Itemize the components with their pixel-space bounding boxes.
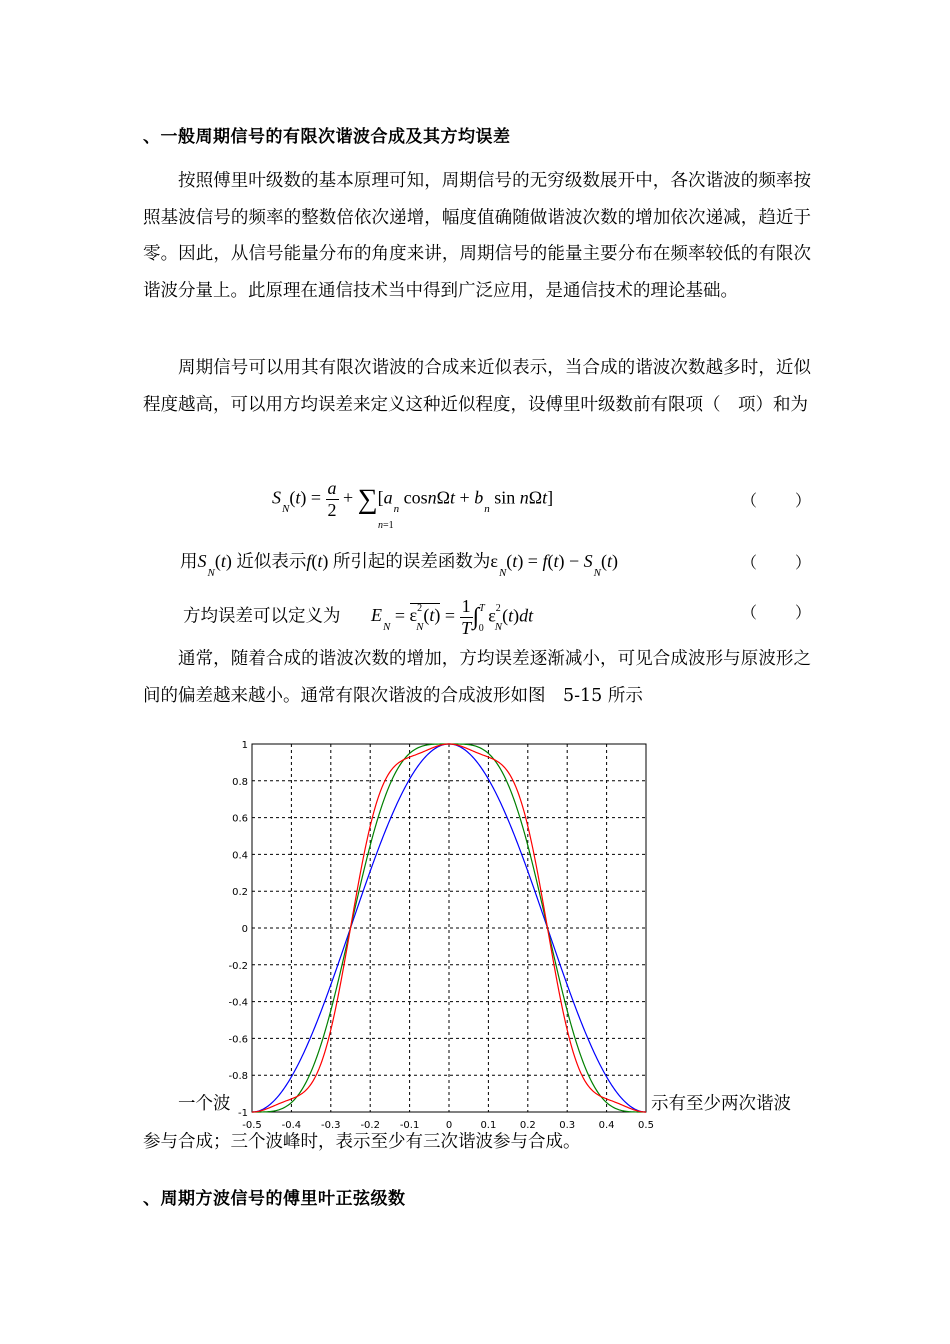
equation-2: 用$S_N(t)$ 近似表示f(t) 所引起的误差函数为$\varepsilon_N(t) = f(t) - S_N(t)$ <box>180 551 619 579</box>
x-tick-label: -0.4 <box>281 1120 302 1131</box>
y-tick-label: 0 <box>241 924 248 935</box>
y-tick-label: 0.6 <box>232 813 248 825</box>
x-tick-label: 0.5 <box>638 1120 654 1131</box>
harmonic-synthesis-chart <box>200 730 660 1135</box>
sum-index: n=1 <box>378 520 394 531</box>
paragraph-1: 按照傅里叶级数的基本原理可知，周期信号的无穷级数展开中，各次谐波的频率按照基波信号的频率的整数倍依次递增，幅度值确随做谐波次数的增加依次递减，趋近于零。因此，从信号能量分布的角度来讲，周期信号的能量主要分布在频率较低的有限次谐波分量上。此原理在通信技术当中得到广泛应用，是通信技术的理论基础。 <box>143 171 811 301</box>
text-fragment-left: 一个波 <box>178 1094 231 1114</box>
x-tick-label: -0.2 <box>360 1120 380 1131</box>
paragraph-4-continuation: 参与合成；三个波峰时，表示至少有三次谐波参与合成。 <box>143 1132 581 1152</box>
y-tick-label: 0.2 <box>232 887 248 899</box>
y-tick-label: -0.4 <box>228 997 248 1009</box>
equation-number-3: （ ） <box>741 603 811 622</box>
equation-number-1: （ ） <box>741 491 811 510</box>
y-tick-label: -0.8 <box>228 1071 248 1083</box>
x-tick-label: 0.1 <box>480 1120 497 1131</box>
y-tick-label: -0.6 <box>228 1034 248 1046</box>
x-tick-label: 0.3 <box>559 1120 576 1131</box>
equation-1: $S_N(t)$ = $\frac{a}{2}$ + $\sum[a_n$ $\cos n\Omega t + b_n$ sin nΩt] <box>272 478 554 520</box>
x-tick-label: 0.2 <box>519 1120 536 1131</box>
y-tick-label: 0.8 <box>232 776 248 788</box>
x-tick-label: 0 <box>445 1120 453 1131</box>
text-fragment-right: 示有至少两次谐波 <box>651 1094 791 1114</box>
y-tick-label: 0.4 <box>232 850 248 862</box>
x-tick-label: -0.3 <box>321 1120 341 1131</box>
y-tick-label: -0.2 <box>228 960 248 972</box>
x-tick-label: -0.5 <box>242 1120 262 1131</box>
x-tick-label: -0.1 <box>399 1120 420 1131</box>
y-tick-label: 1 <box>241 740 248 751</box>
x-tick-label: 0.4 <box>598 1120 615 1131</box>
equation-3: 方均误差可以定义为 $E_N = \varepsilon^2_N(t)$ = $\frac{1}{T}$ ∫$^T_0$ $\varepsilon^2_N(t)dt$ <box>183 596 534 638</box>
y-tick-label: -1 <box>238 1108 248 1119</box>
paragraph-2: 周期信号可以用其有限次谐波的合成来近似表示，当合成的谐波次数越多时，近似程度越高，可以用方均误差来定义这种近似程度，设傅里叶级数前有限项（ 项）和为 <box>143 358 811 415</box>
section-heading-1: 、一般周期信号的有限次谐波合成及其方均误差 <box>143 127 511 147</box>
equation-number-2: （ ） <box>741 553 811 572</box>
paragraph-3: 通常，随着合成的谐波次数的增加，方均误差逐渐减小，可见合成波形与原波形之间的偏差越来越小。通常有限次谐波的合成波形如图 5-15 所示 <box>143 649 811 706</box>
section-heading-2: 、周期方波信号的傅里叶正弦级数 <box>143 1189 406 1209</box>
